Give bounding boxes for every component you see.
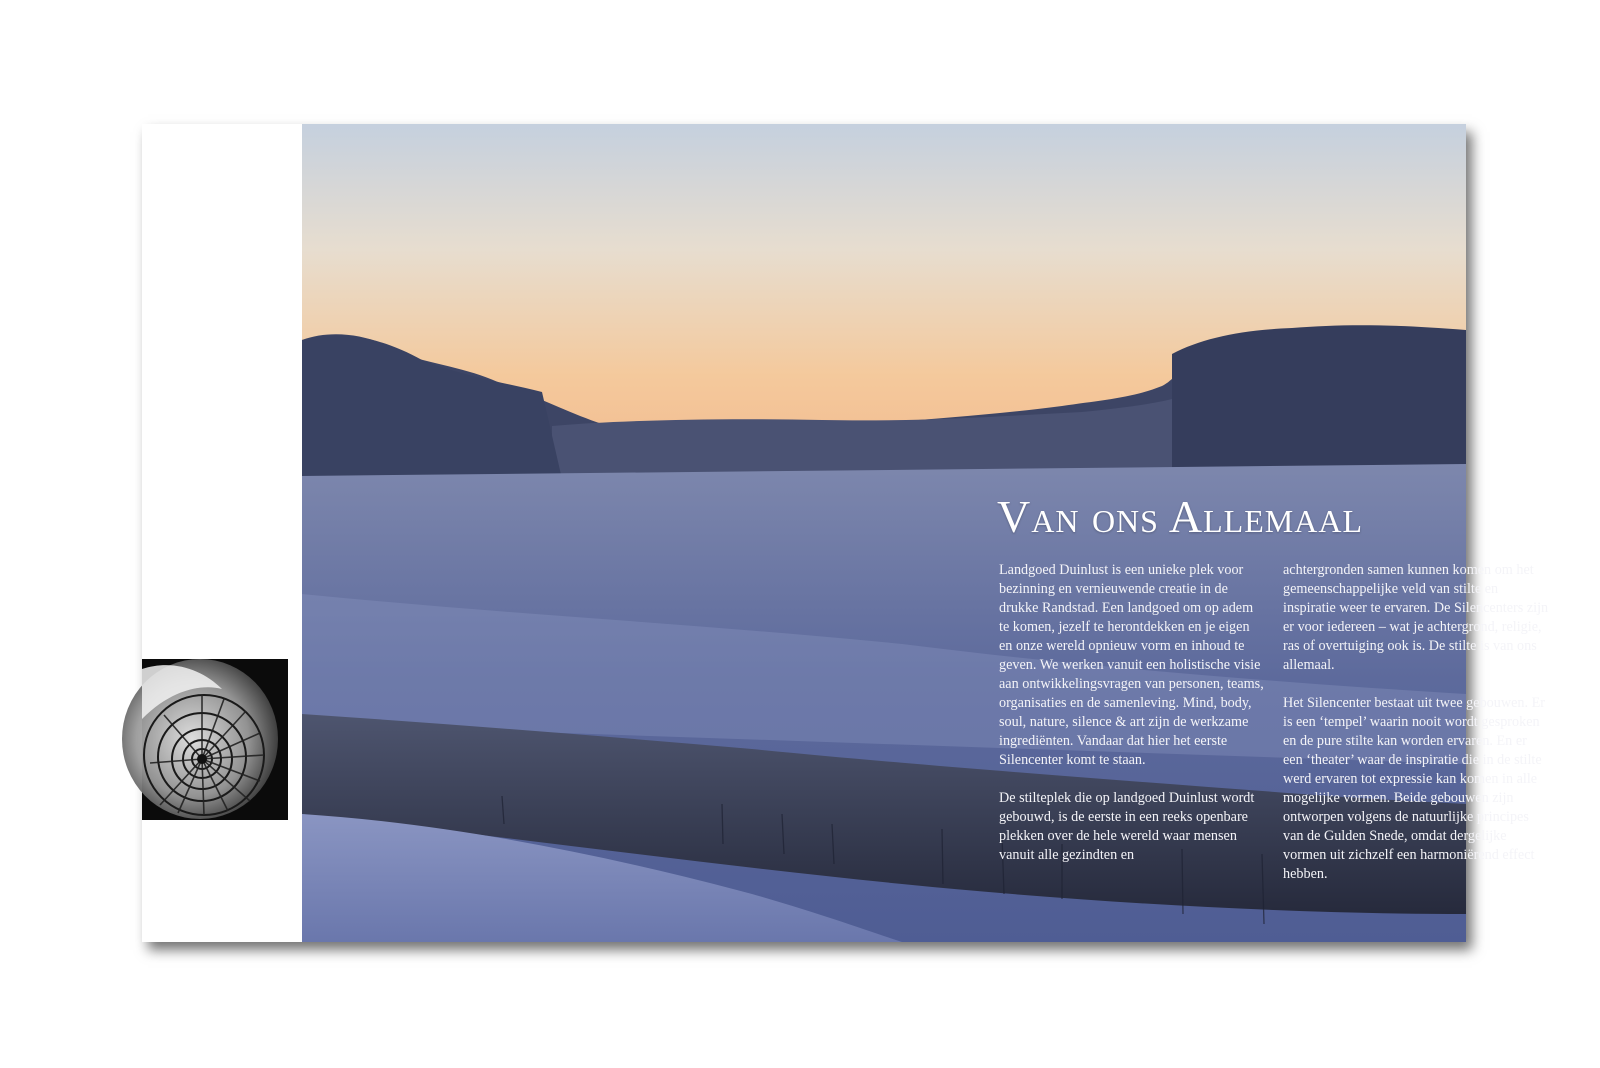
snowy-landscape-photo (302, 124, 1549, 942)
nautilus-shell-image (142, 659, 288, 820)
column-1-paragraph-2: De stilteplek die op landgoed Duinlust wordt gebouwd, is de eerste in een reeks openbare plekken over de hele wereld waar mensen vanuit alle gezindten en (999, 790, 1255, 863)
nautilus-shell-icon (142, 659, 288, 820)
left-page-margin (142, 124, 302, 942)
column-2-paragraph-2: Het Silencenter bestaat uit twee gebouwen. Er is een ‘tempel’ waarin nooit wordt gesproken en de pure stilte kan worden ervaren. En er een ‘theater’ waar de inspiratie die in de stilte werd ervaren tot expressie kan komen in alle mogelijke vormen. Beide gebouwen zijn ontworpen volgens de natuurlijke principes van de Gulden Snede, omdat dergelijke vormen uit zichzelf een harmoniërend effect hebben. (1283, 695, 1545, 882)
text-column-1 (999, 561, 1265, 884)
column-1-paragraph-1: Landgoed Duinlust is een unieke plek voor bezinning en vernieuwende creatie in de drukke Randstad. Een landgoed om op adem te komen, jezelf te herontdekken en je eigen en onze wereld opnieuw vorm en inhoud te geven. We werken vanuit een holistische visie aan ontwikkelingsvragen van personen, teams, organisaties en de samenleving. Mind, body, soul, nature, silence & art zijn de werkzame ingrediënten. Vandaar dat hier het eerste Silencenter komt te staan. (999, 562, 1264, 768)
text-column-2 (1283, 561, 1549, 903)
column-2-paragraph-1: achtergronden samen kunnen komen om het gemeenschappelijke veld van stilte en inspiratie weer te ervaren. De Silencenters zijn er voor iedereen – wat je achtergrond, religie, ras of overtuiging ook is. De stilte is van ons allemaal. (1283, 562, 1549, 673)
page-heading: Van ons Allemaal (997, 491, 1363, 542)
magazine-spread (142, 124, 1549, 942)
